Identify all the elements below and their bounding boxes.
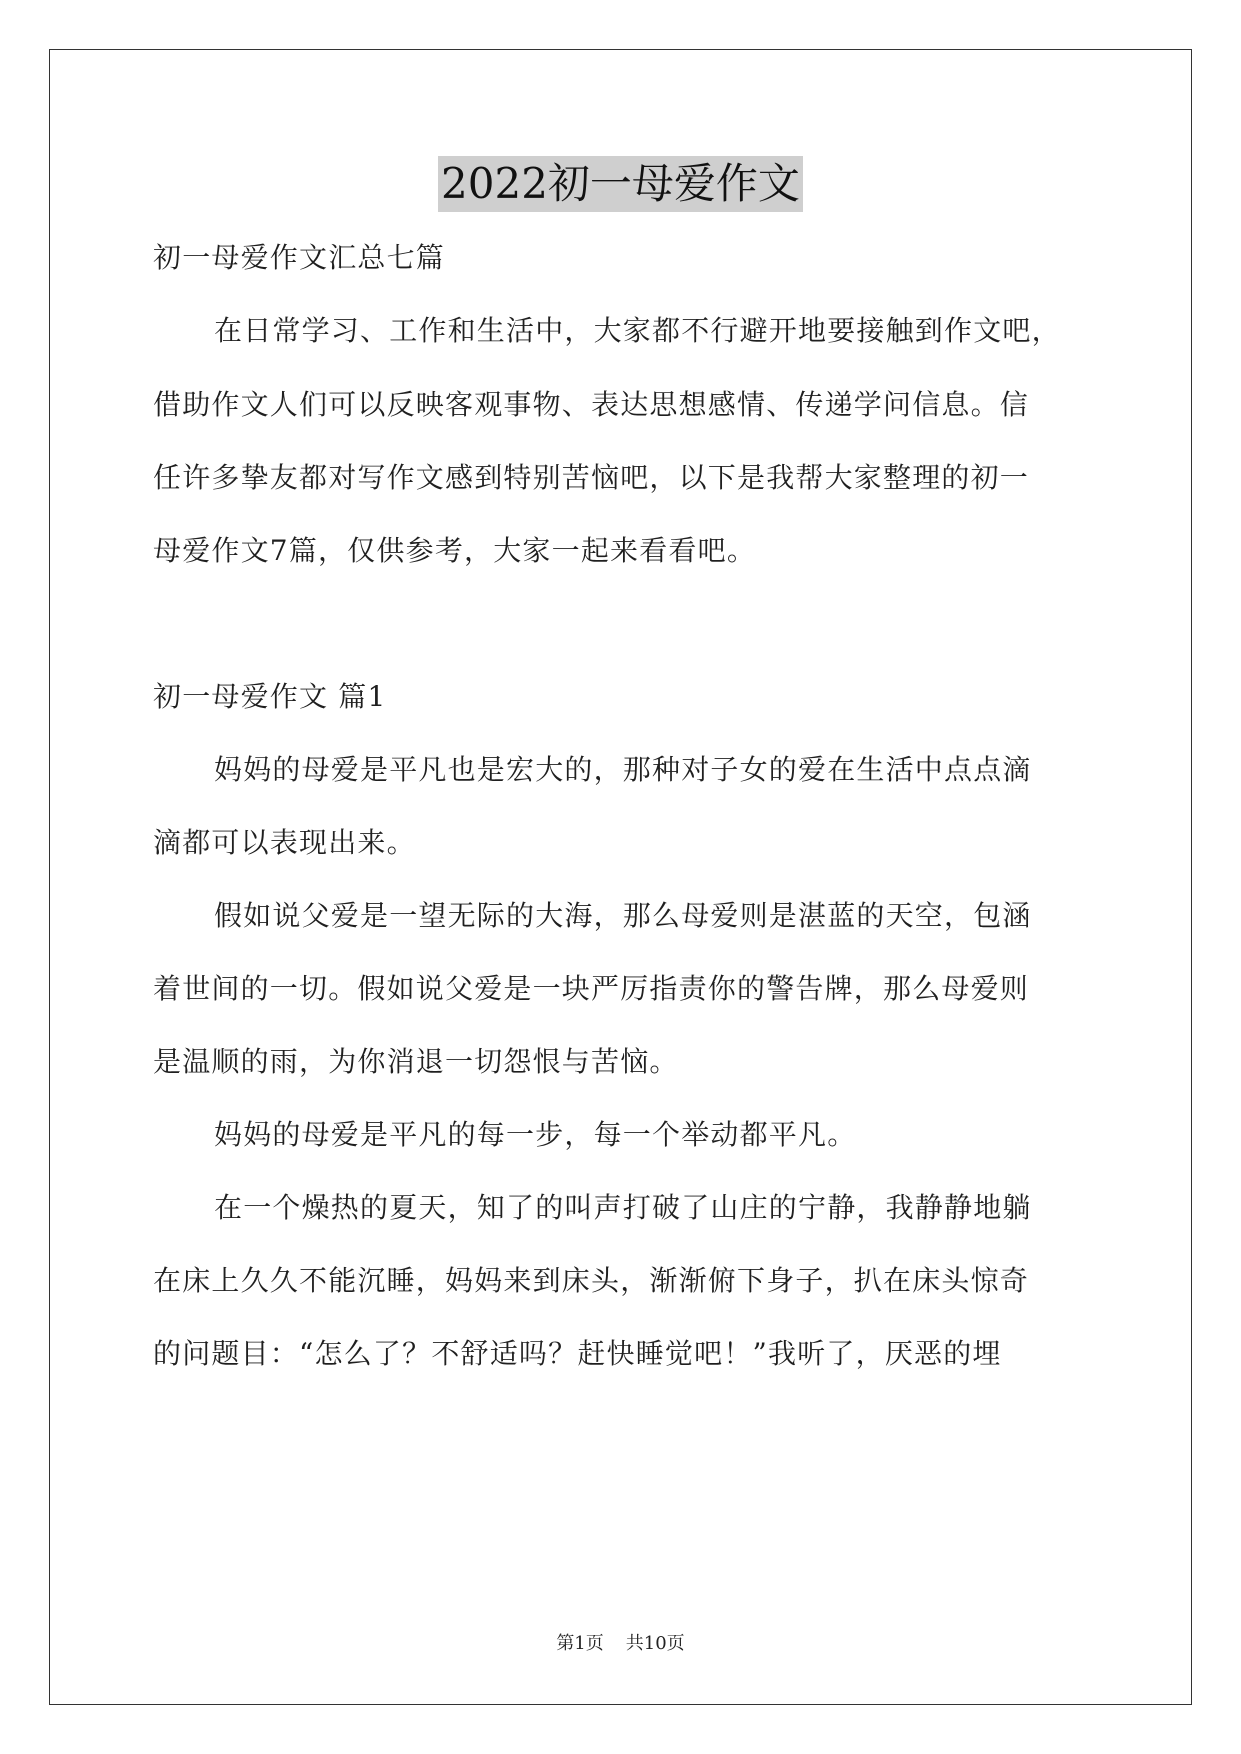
- page-number-current: 第1页: [556, 1633, 604, 1654]
- body-line-4: 着世间的一切。假如说父爱是一块严厉指责你的警告牌，那么母爱则: [153, 972, 1030, 1005]
- page-footer: [0, 1632, 1241, 1656]
- intro-line-2: 借助作文人们可以反映客观事物、表达思想感情、传递学问信息。信: [153, 388, 1030, 421]
- title-container: [0, 156, 1241, 212]
- body-line-2: 滴都可以表现出来。: [153, 826, 416, 859]
- section-heading: 初一母爱作文 篇1: [153, 680, 387, 713]
- body-line-9: 的问题目：“怎么了？不舒适吗？赶快睡觉吧！”我听了，厌恶的埋: [153, 1337, 1002, 1370]
- intro-line-1: 在日常学习、工作和生活中，大家都不行避开地要接触到作文吧，: [214, 314, 1061, 347]
- document-title: 2022初一母爱作文: [438, 156, 803, 212]
- body-line-1: 妈妈的母爱是平凡也是宏大的，那种对子女的爱在生活中点点滴: [214, 753, 1032, 786]
- page-number-total: 共10页: [625, 1633, 685, 1654]
- body-line-5: 是温顺的雨，为你消退一切怨恨与苦恼。: [153, 1045, 679, 1078]
- page-border: [49, 49, 1192, 1705]
- body-line-8: 在床上久久不能沉睡，妈妈来到床头，渐渐俯下身子，扒在床头惊奇: [153, 1264, 1030, 1297]
- body-line-7: 在一个燥热的夏天，知了的叫声打破了山庄的宁静，我静静地躺: [214, 1191, 1032, 1224]
- document-subtitle: 初一母爱作文汇总七篇: [153, 241, 446, 274]
- intro-line-3: 任许多挚友都对写作文感到特别苦恼吧，以下是我帮大家整理的初一: [153, 461, 1030, 494]
- body-line-3: 假如说父爱是一望无际的大海，那么母爱则是湛蓝的天空，包涵: [214, 899, 1032, 932]
- intro-line-4: 母爱作文7篇，仅供参考，大家一起来看看吧。: [153, 534, 757, 567]
- body-line-6: 妈妈的母爱是平凡的每一步，每一个举动都平凡。: [214, 1118, 857, 1151]
